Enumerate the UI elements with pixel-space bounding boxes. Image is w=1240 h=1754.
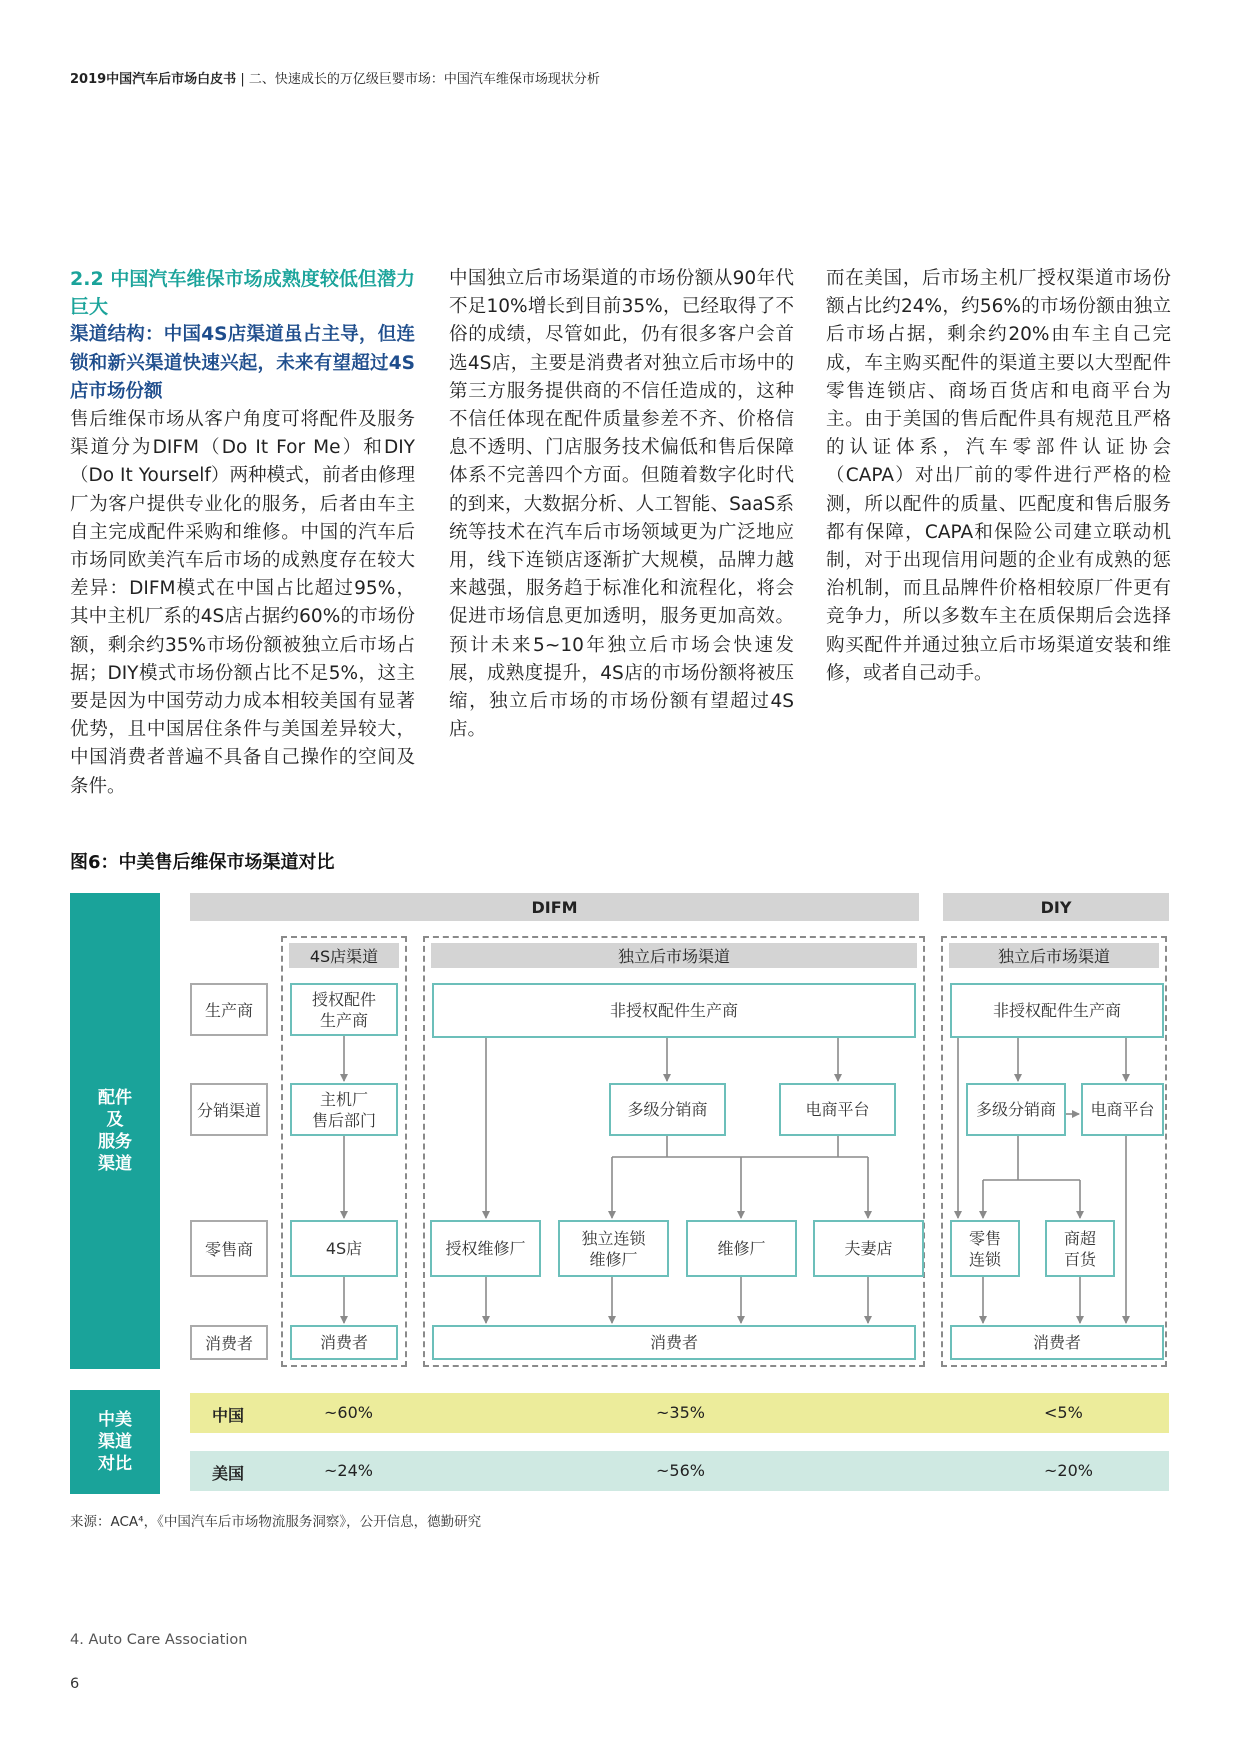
row-label-producer: 生产商 bbox=[190, 983, 268, 1036]
side-label-channels: 配件 及 服务 渠道 bbox=[70, 893, 160, 1369]
node-nonauth-maker: 非授权配件生产商 bbox=[432, 983, 916, 1038]
node-oem-aftersales: 主机厂 售后部门 bbox=[290, 1083, 398, 1136]
chapter-title: 二、快速成长的万亿级巨婴市场：中国汽车维保市场现状分析 bbox=[248, 72, 600, 87]
node-diy-ecommerce: 电商平台 bbox=[1081, 1083, 1164, 1136]
paragraph-3: 而在美国，后市场主机厂授权渠道市场份额占比约24%，约56%的市场份额由独立后市场占据，剩余约20%由车主自己完成，车主购买配件的渠道主要以大型配件零售连锁店、商场百货店和电商平台为主。由于美国的售后配件具有规范且严格的认证体系，汽车零部件认证协会（CAPA）对出厂前的零件进行严格的检测，所以配件的质量、匹配度和售后服务都有保障，CAPA和保险公司建立联动机制，对于出现信用问题的企业有成熟的惩治机制，而且品牌件价格相较原厂件更有竞争力，所以多数车主在质保期后会选择购买配件并通过独立后市场渠道安装和维修，或者自己动手。 bbox=[826, 268, 1171, 684]
china-diy-share: <5% bbox=[1044, 1403, 1083, 1422]
china-independent-share: ~35% bbox=[656, 1403, 705, 1422]
subheader-independent-diy: 独立后市场渠道 bbox=[949, 943, 1159, 968]
header-diy: DIY bbox=[943, 893, 1169, 921]
country-label-usa: 美国 bbox=[212, 1464, 245, 1483]
node-indep-chain-repair: 独立连锁 维修厂 bbox=[558, 1220, 669, 1277]
header-difm: DIFM bbox=[190, 893, 919, 921]
footnote: 4. Auto Care Association bbox=[70, 1632, 248, 1648]
node-multi-distributor: 多级分销商 bbox=[609, 1083, 726, 1136]
node-consumer-indep: 消费者 bbox=[432, 1325, 916, 1360]
node-authorized-parts-maker: 授权配件 生产商 bbox=[290, 983, 398, 1036]
china-4s-share: ~60% bbox=[324, 1403, 373, 1422]
node-consumer-4s: 消费者 bbox=[290, 1325, 398, 1360]
section-title: 2.2 中国汽车维保市场成熟度较低但潜力巨大 bbox=[70, 268, 415, 319]
node-diy-nonauth-maker: 非授权配件生产商 bbox=[950, 983, 1164, 1038]
row-label-retailer: 零售商 bbox=[190, 1220, 268, 1277]
paragraph-2: 中国独立后市场渠道的市场份额从90年代不足10%增长到目前35%，已经取得了不俗的成绩，尽管如此，仍有很多客户会首选4S店，主要是消费者对独立后市场中的第三方服务提供商的不信任造成的，这种不信任体现在配件质量参差不齐、价格信息不透明、门店服务技术偏低和售后保障体系不完善四个方面。但随着数字化时代的到来，大数据分析、人工智能、SaaS系统等技术在汽车后市场领域更为广泛地应用，线下连锁店逐渐扩大规模，品牌力越来越强，服务趋于标准化和流程化，将会促进市场信息更加透明，服务更加高效。预计未来5~10年独立后市场会快速发展，成熟度提升，4S店的市场份额将被压缩，独立后市场的市场份额有望超过4S店。 bbox=[449, 268, 794, 741]
country-label-china: 中国 bbox=[212, 1406, 245, 1425]
comparison-row-usa bbox=[190, 1451, 1169, 1491]
usa-diy-share: ~20% bbox=[1044, 1461, 1093, 1480]
header-separator: | bbox=[236, 72, 249, 87]
figure-source: 来源：ACA⁴，《中国汽车后市场物流服务洞察》，公开信息，德勤研究 bbox=[70, 1514, 482, 1530]
subheader-independent: 独立后市场渠道 bbox=[431, 943, 917, 968]
row-label-consumer: 消费者 bbox=[190, 1325, 268, 1360]
node-auth-repair: 授权维修厂 bbox=[430, 1220, 541, 1277]
node-diy-multi-distributor: 多级分销商 bbox=[966, 1083, 1066, 1136]
section-subtitle: 渠道结构：中国4S店渠道虽占主导，但连锁和新兴渠道快速兴起，未来有望超过4S店市场份额 bbox=[70, 324, 415, 402]
comparison-row-china bbox=[190, 1393, 1169, 1433]
subheader-4s: 4S店渠道 bbox=[289, 943, 399, 968]
report-title: 2019中国汽车后市场白皮书 bbox=[70, 72, 237, 87]
node-repair-shop: 维修厂 bbox=[686, 1220, 797, 1277]
page-number: 6 bbox=[70, 1676, 80, 1692]
node-mom-pop-shop: 夫妻店 bbox=[813, 1220, 924, 1277]
row-label-distribution: 分销渠道 bbox=[190, 1083, 268, 1136]
figure-title: 图6：中美售后维保市场渠道对比 bbox=[70, 852, 335, 873]
side-label-comparison: 中美 渠道 对比 bbox=[70, 1390, 160, 1494]
node-retail-chain: 零售 连锁 bbox=[950, 1220, 1020, 1277]
node-consumer-diy: 消费者 bbox=[950, 1325, 1164, 1360]
node-dept-store: 商超 百货 bbox=[1045, 1220, 1115, 1277]
node-4s-store: 4S店 bbox=[290, 1220, 398, 1277]
usa-4s-share: ~24% bbox=[324, 1461, 373, 1480]
paragraph-1: 售后维保市场从客户角度可将配件及服务渠道分为DIFM（Do It For Me）和DIY（Do It Yourself）两种模式，前者由修理厂为客户提供专业化的服务，后者由车主自主完成配件采购和维修。中国的汽车后市场同欧美汽车后市场的成熟度存在较大差异：DIFM模式在中国占比超过95%，其中主机厂系的4S店占据约60%的市场份额，剩余约35%市场份额被独立后市场占据；DIY模式市场份额占比不足5%，这主要是因为中国劳动力成本相较美国有显著优势，且中国居住条件与美国差异较大，中国消费者普遍不具备自己操作的空间及条件。 bbox=[70, 409, 415, 797]
node-ecommerce: 电商平台 bbox=[779, 1083, 896, 1136]
usa-independent-share: ~56% bbox=[656, 1461, 705, 1480]
